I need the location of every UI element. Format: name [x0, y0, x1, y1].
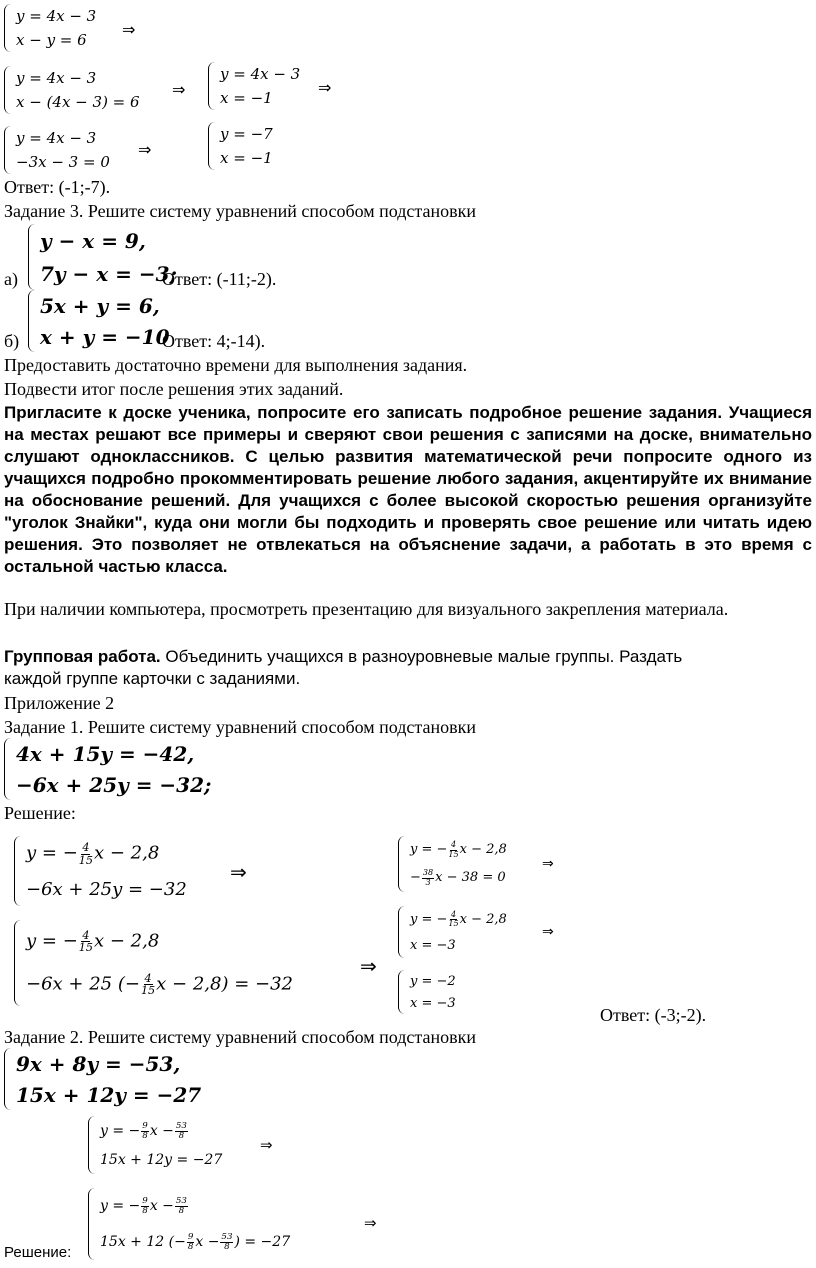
task2-title: Задание 2. Решите систему уравнений способом подстановки [4, 1027, 476, 1047]
implies-arrow: ⇒ [542, 924, 554, 940]
instruction-line-2: Подвести итог после решения этих заданий. [4, 379, 344, 399]
task3-b-system: 5x + y = 6, x + y = −10 [28, 290, 170, 352]
task1-step-2: y = − $\frac{4}{15}$ x − 2,8 −6x + 25 (− $\frac{4}{15}$ x − 2,8) = −32 [14, 920, 293, 1006]
task3-b-label: б) [4, 331, 20, 351]
task1-result-2: y = − $\frac{4}{15}$ x − 2,8 x = −3 [398, 906, 507, 958]
task3-b-answer: Ответ: 4;-14). [162, 331, 266, 351]
system-1: y = 4x − 3 x − y = 6 [4, 4, 96, 52]
system-3: y = 4x − 3 x = −1 [208, 62, 300, 110]
task3-title: Задание 3. Решите систему уравнений способом подстановки [4, 201, 476, 221]
group-work: Групповая работа. Объединить учащихся в разноуровневые малые группы. Раздать каждой группе карточки с заданиями. [4, 647, 683, 688]
implies-arrow: ⇒ [138, 140, 152, 159]
teacher-instructions: Пригласите к доске ученика, попросите его записать подробное решение задания. Учащиеся на местах решают все примеры и сверяют свои решения с записями на доске, внимательно слушают одноклассников. С целью развития математической речи попросите одного из учащихся подробно прокомментировать решение любого задания, акцентируйте их внимание на обоснование решений. Для учащихся с более высокой скоростью решения организуйте "уголок Знайки", куда они могли бы подходить и проверять свое решение или читать идею решения. Это позволяет не отвлекаться на объяснение задачи, а работать в это время с остальной частью класса. [4, 403, 812, 576]
computer-note: При наличии компьютера, просмотреть презентацию для визуального закрепления материала. [4, 599, 729, 619]
implies-arrow: ⇒ [172, 80, 186, 99]
group-work-heading: Групповая работа. [4, 647, 161, 666]
task1-title: Задание 1. Решите систему уравнений способом подстановки [4, 717, 476, 737]
appendix-label: Приложение 2 [4, 693, 115, 713]
implies-arrow: ⇒ [260, 1136, 273, 1154]
implies-arrow: ⇒ [360, 954, 377, 978]
task3-a-system: y − x = 9, 7y − x = −3; [28, 224, 177, 290]
task2-step-1: y = − $\frac{9}{8}$ x − $\frac{53}{8}$ 15x + 12y = −27 [88, 1116, 222, 1174]
task2-step-2: y = − $\frac{9}{8}$ x − $\frac{53}{8}$ 15x + 12 (− $\frac{9}{8}$ x − $\frac{53}{8}$ ) = −27 [88, 1188, 290, 1260]
task1-result-1: y = − $\frac{4}{15}$ x − 2,8 − $\frac{38}{3}$ x − 38 = 0 [398, 836, 507, 892]
task1-result-3: y = −2 x = −3 [398, 970, 456, 1014]
implies-arrow: ⇒ [542, 856, 554, 872]
system-2: y = 4x − 3 x − (4x − 3) = 6 [4, 66, 140, 114]
task1-step-1: y = − $\frac{4}{15}$ x − 2,8 −6x + 25y = −32 [14, 836, 187, 906]
task1-system: 4x + 15y = −42, −6x + 25y = −32; [4, 738, 211, 800]
system-5: y = −7 x = −1 [208, 122, 273, 170]
system-4: y = 4x − 3 −3x − 3 = 0 [4, 126, 110, 174]
instruction-line-1: Предоставить достаточно времени для выполнения задания. [4, 355, 468, 375]
task1-solution-label: Решение: [4, 803, 76, 823]
task1-answer: Ответ: (-3;-2). [600, 1005, 707, 1025]
answer-1: Ответ: (-1;-7). [4, 177, 111, 197]
task2-system: 9x + 8y = −53, 15x + 12y = −27 [4, 1048, 201, 1110]
task3-a-answer: Ответ: (-11;-2). [162, 269, 277, 289]
implies-arrow: ⇒ [230, 860, 247, 884]
task2-solution-label: Решение: [4, 1244, 72, 1261]
implies-arrow: ⇒ [364, 1214, 377, 1232]
implies-arrow: ⇒ [122, 20, 136, 39]
implies-arrow: ⇒ [318, 78, 332, 97]
task3-a-label: а) [4, 269, 18, 289]
